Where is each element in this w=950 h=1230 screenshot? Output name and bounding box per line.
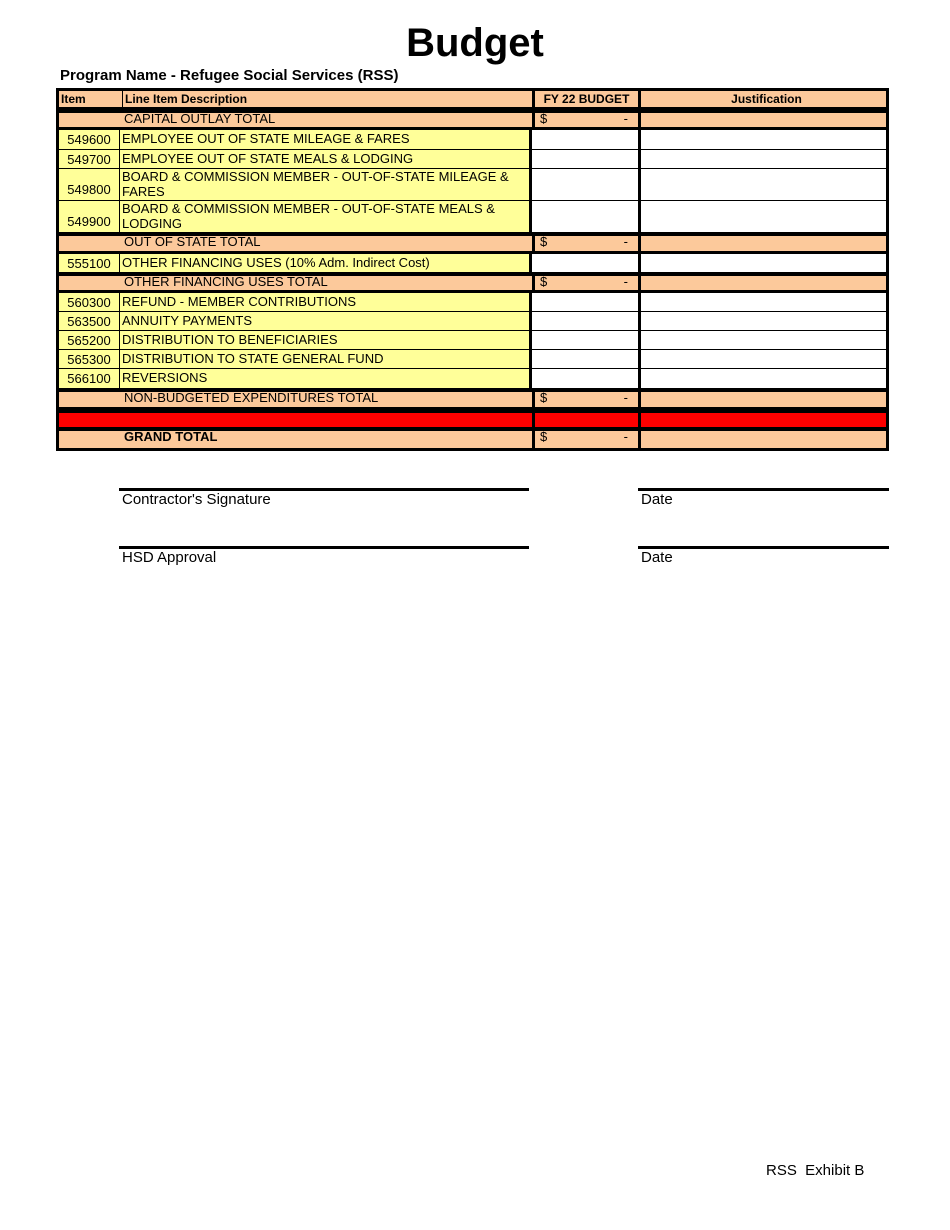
table-row <box>56 312 889 331</box>
item-number: 565300 <box>56 350 119 369</box>
justification-input[interactable] <box>638 130 889 150</box>
hsd-date-label: Date <box>641 549 673 566</box>
contractor-date-line[interactable] <box>638 488 889 491</box>
item-number: 563500 <box>56 312 119 331</box>
subtotal-amount <box>532 113 641 127</box>
budget-input[interactable] <box>529 331 638 350</box>
subtotal-label: CAPITAL OUTLAY TOTAL <box>124 113 276 126</box>
table-row <box>56 254 889 273</box>
subtotal-amount <box>532 236 641 251</box>
item-number: 549700 <box>56 150 119 169</box>
subtotal-label: OTHER FINANCING USES TOTAL <box>124 276 328 289</box>
item-description: REFUND - MEMBER CONTRIBUTIONS <box>119 293 529 312</box>
contractor-date-label: Date <box>641 491 673 508</box>
justification-input[interactable] <box>638 312 889 331</box>
table-row <box>56 350 889 369</box>
item-number: 555100 <box>56 254 119 273</box>
header-item: Item <box>61 92 86 106</box>
grand-total-row <box>56 428 889 451</box>
item-number: 549600 <box>56 130 119 150</box>
justification-input[interactable] <box>638 169 889 201</box>
currency-symbol: $ <box>540 431 548 444</box>
item-description: REVERSIONS <box>119 369 529 389</box>
hsd-approval-label: HSD Approval <box>122 549 217 566</box>
currency-symbol: $ <box>540 276 548 289</box>
item-description: EMPLOYEE OUT OF STATE MILEAGE & FARES <box>119 130 529 150</box>
item-description: OTHER FINANCING USES (10% Adm. Indirect Cost) <box>119 254 529 273</box>
table-row <box>56 369 889 389</box>
subtotal-label: NON-BUDGETED EXPENDITURES TOTAL <box>124 392 379 405</box>
budget-input[interactable] <box>529 169 638 201</box>
budget-input[interactable] <box>529 254 638 273</box>
justification-cell <box>641 113 892 127</box>
justification-input[interactable] <box>638 150 889 169</box>
header-description: Line Item Description <box>122 91 532 107</box>
hsd-date-line[interactable] <box>638 546 889 549</box>
budget-input[interactable] <box>529 130 638 150</box>
subtotal-row <box>56 233 889 254</box>
item-description: BOARD & COMMISSION MEMBER - OUT-OF-STATE MILEAGE & FARES <box>119 169 529 201</box>
justification-cell <box>641 431 892 448</box>
justification-input[interactable] <box>638 201 889 233</box>
justification-cell <box>641 392 892 407</box>
table-header <box>56 88 889 110</box>
subtotal-row <box>56 389 889 410</box>
item-number: 549800 <box>56 169 119 201</box>
justification-cell <box>641 236 892 251</box>
budget-input[interactable] <box>529 293 638 312</box>
budget-input[interactable] <box>529 201 638 233</box>
table-row <box>56 169 889 201</box>
item-number: 549900 <box>56 201 119 233</box>
footer-exhibit-label: RSS Exhibit B <box>766 1162 865 1179</box>
table-row <box>56 331 889 350</box>
justification-input[interactable] <box>638 254 889 273</box>
subtotal-amount <box>532 276 641 290</box>
budget-input[interactable] <box>529 312 638 331</box>
item-number: 566100 <box>56 369 119 389</box>
item-description: BOARD & COMMISSION MEMBER - OUT-OF-STATE MEALS & LODGING <box>119 201 529 233</box>
amount-value: - <box>623 276 628 289</box>
program-name: Program Name - Refugee Social Services (RSS) <box>60 67 399 84</box>
item-description: ANNUITY PAYMENTS <box>119 312 529 331</box>
table-row <box>56 150 889 169</box>
justification-cell <box>641 276 892 290</box>
currency-symbol: $ <box>540 236 548 249</box>
header-budget: FY 22 BUDGET <box>532 91 641 107</box>
page-title: Budget <box>406 21 544 65</box>
table-row <box>56 130 889 150</box>
item-description: EMPLOYEE OUT OF STATE MEALS & LODGING <box>119 150 529 169</box>
justification-input[interactable] <box>638 369 889 389</box>
red-divider-row <box>56 410 889 430</box>
amount-value: - <box>623 236 628 249</box>
budget-input[interactable] <box>529 369 638 389</box>
subtotal-label: OUT OF STATE TOTAL <box>124 236 261 249</box>
contractor-signature-label: Contractor's Signature <box>122 491 271 508</box>
justification-input[interactable] <box>638 331 889 350</box>
table-row <box>56 201 889 233</box>
amount-value: - <box>623 392 628 405</box>
item-number: 565200 <box>56 331 119 350</box>
item-description: DISTRIBUTION TO STATE GENERAL FUND <box>119 350 529 369</box>
currency-symbol: $ <box>540 113 548 126</box>
subtotal-amount <box>532 392 641 407</box>
table-row <box>56 293 889 312</box>
grand-total-label: GRAND TOTAL <box>124 431 218 444</box>
currency-symbol: $ <box>540 392 548 405</box>
item-description: DISTRIBUTION TO BENEFICIARIES <box>119 331 529 350</box>
grand-total-amount <box>532 431 641 448</box>
amount-value: - <box>623 431 628 444</box>
justification-input[interactable] <box>638 350 889 369</box>
item-number: 560300 <box>56 293 119 312</box>
subtotal-row <box>56 273 889 293</box>
justification-input[interactable] <box>638 293 889 312</box>
budget-input[interactable] <box>529 150 638 169</box>
budget-input[interactable] <box>529 350 638 369</box>
subtotal-row <box>56 110 889 130</box>
header-justification: Justification <box>731 92 802 106</box>
amount-value: - <box>623 113 628 126</box>
